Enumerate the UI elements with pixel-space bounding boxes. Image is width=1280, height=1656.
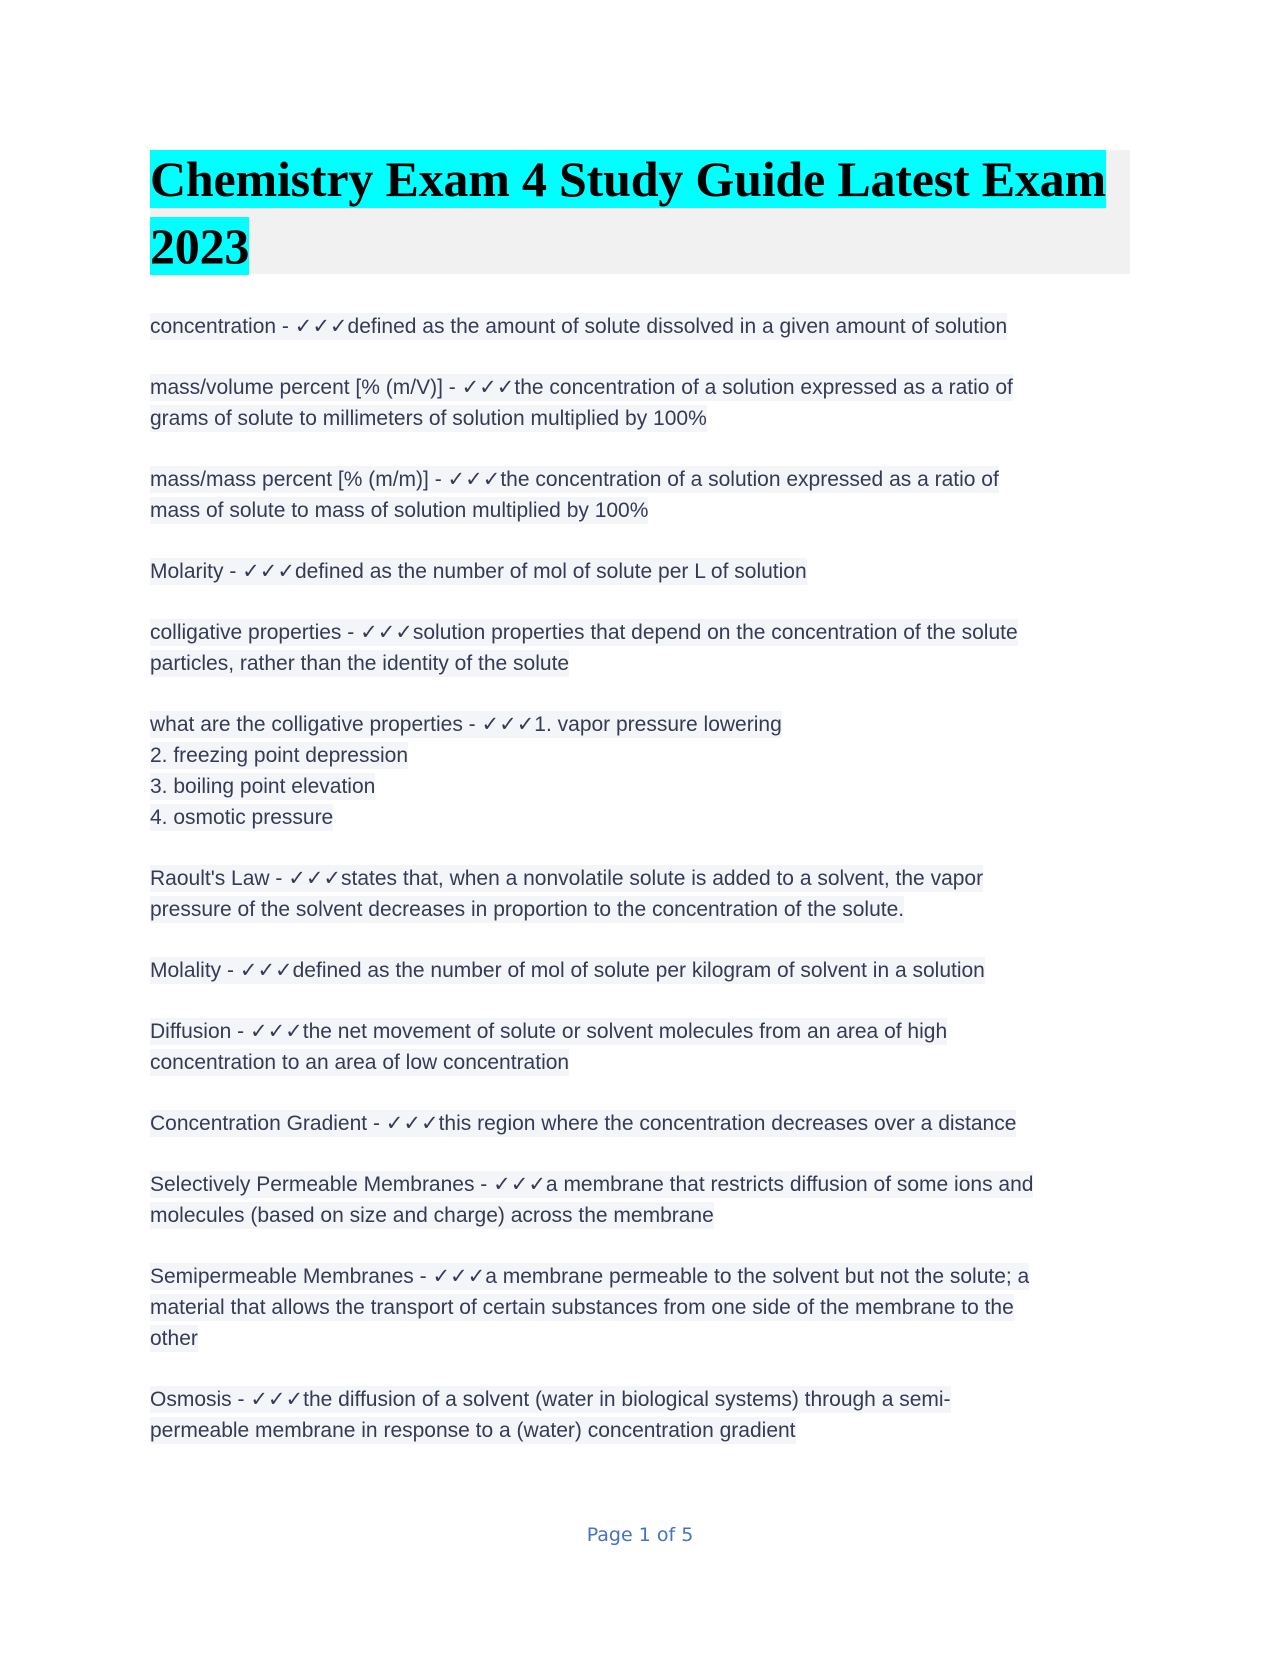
line-text: 4. osmotic pressure: [150, 806, 334, 829]
paragraph-line: [150, 1292, 1140, 1323]
line-text: colligative properties - ✓✓✓solution properties that depend on the concentration of the solute: [150, 621, 1018, 644]
paragraph-line: [150, 1169, 1140, 1200]
line-text: permeable membrane in response to a (water) concentration gradient: [150, 1419, 796, 1442]
paragraph-line: [150, 771, 1140, 802]
paragraph-line: [150, 740, 1140, 771]
definition-paragraph: [150, 556, 1140, 587]
paragraph-line: [150, 1323, 1140, 1354]
line-text: 3. boiling point elevation: [150, 775, 376, 798]
paragraph-line: [150, 311, 1140, 342]
line-text: Concentration Gradient - ✓✓✓this region where the concentration decreases over a distance: [150, 1112, 1017, 1135]
line-text: what are the colligative properties - ✓✓✓1. vapor pressure lowering: [150, 713, 782, 736]
line-text: other: [150, 1327, 198, 1350]
line-text: concentration - ✓✓✓defined as the amount of solute dissolved in a given amount of solution: [150, 315, 1008, 338]
line-text: Molarity - ✓✓✓defined as the number of mol of solute per L of solution: [150, 560, 807, 583]
document-body: [150, 311, 1140, 1476]
paragraph-line: [150, 894, 1140, 925]
paragraph-line: [150, 495, 1140, 526]
line-text: grams of solute to millimeters of solution multiplied by 100%: [150, 407, 707, 430]
definition-paragraph: [150, 617, 1140, 679]
paragraph-line: [150, 709, 1140, 740]
paragraph-line: [150, 403, 1140, 434]
paragraph-line: [150, 863, 1140, 894]
line-text: concentration to an area of low concentration: [150, 1051, 570, 1074]
paragraph-line: [150, 1261, 1140, 1292]
definition-paragraph: [150, 1169, 1140, 1231]
line-text: Molality - ✓✓✓defined as the number of mol of solute per kilogram of solvent in a solution: [150, 959, 985, 982]
line-text: mass/mass percent [% (m/m)] - ✓✓✓the concentration of a solution expressed as a ratio of: [150, 468, 999, 491]
line-text: particles, rather than the identity of the solute: [150, 652, 570, 675]
paragraph-line: [150, 372, 1140, 403]
paragraph-line: [150, 1047, 1140, 1078]
definition-paragraph: [150, 372, 1140, 434]
definition-paragraph: [150, 709, 1140, 833]
line-text: material that allows the transport of certain substances from one side of the membrane to the: [150, 1296, 1014, 1319]
definition-paragraph: [150, 1108, 1140, 1139]
title-line-2: 2023: [150, 218, 250, 274]
definition-paragraph: [150, 863, 1140, 925]
line-text: Osmosis - ✓✓✓the diffusion of a solvent (water in biological systems) through a semi-: [150, 1388, 951, 1411]
document-title: [150, 150, 1130, 274]
paragraph-line: [150, 1108, 1140, 1139]
definition-paragraph: [150, 464, 1140, 526]
line-text: mass of solute to mass of solution multiplied by 100%: [150, 499, 649, 522]
line-text: 2. freezing point depression: [150, 744, 408, 767]
line-text: Semipermeable Membranes - ✓✓✓a membrane permeable to the solvent but not the solute; a: [150, 1265, 1030, 1288]
line-text: pressure of the solvent decreases in proportion to the concentration of the solute.: [150, 898, 905, 921]
paragraph-line: [150, 1016, 1140, 1047]
line-text: Selectively Permeable Membranes - ✓✓✓a membrane that restricts diffusion of some ions and: [150, 1173, 1034, 1196]
paragraph-line: [150, 1200, 1140, 1231]
definition-paragraph: [150, 1016, 1140, 1078]
title-line-1: Chemistry Exam 4 Study Guide Latest Exam: [150, 151, 1106, 207]
page-number-footer: Page 1 of 5: [586, 1524, 694, 1546]
definition-paragraph: [150, 311, 1140, 342]
line-text: Diffusion - ✓✓✓the net movement of solute or solvent molecules from an area of high: [150, 1020, 948, 1043]
paragraph-line: [150, 617, 1140, 648]
line-text: molecules (based on size and charge) across the membrane: [150, 1204, 714, 1227]
paragraph-line: [150, 556, 1140, 587]
paragraph-line: [150, 1384, 1140, 1415]
definition-paragraph: [150, 955, 1140, 986]
definition-paragraph: [150, 1384, 1140, 1446]
paragraph-line: [150, 802, 1140, 833]
paragraph-line: [150, 1415, 1140, 1446]
paragraph-line: [150, 648, 1140, 679]
paragraph-line: [150, 955, 1140, 986]
line-text: mass/volume percent [% (m/V)] - ✓✓✓the concentration of a solution expressed as a ratio of: [150, 376, 1013, 399]
definition-paragraph: [150, 1261, 1140, 1354]
line-text: Raoult's Law - ✓✓✓states that, when a nonvolatile solute is added to a solvent, the vapor: [150, 867, 984, 890]
paragraph-line: [150, 464, 1140, 495]
